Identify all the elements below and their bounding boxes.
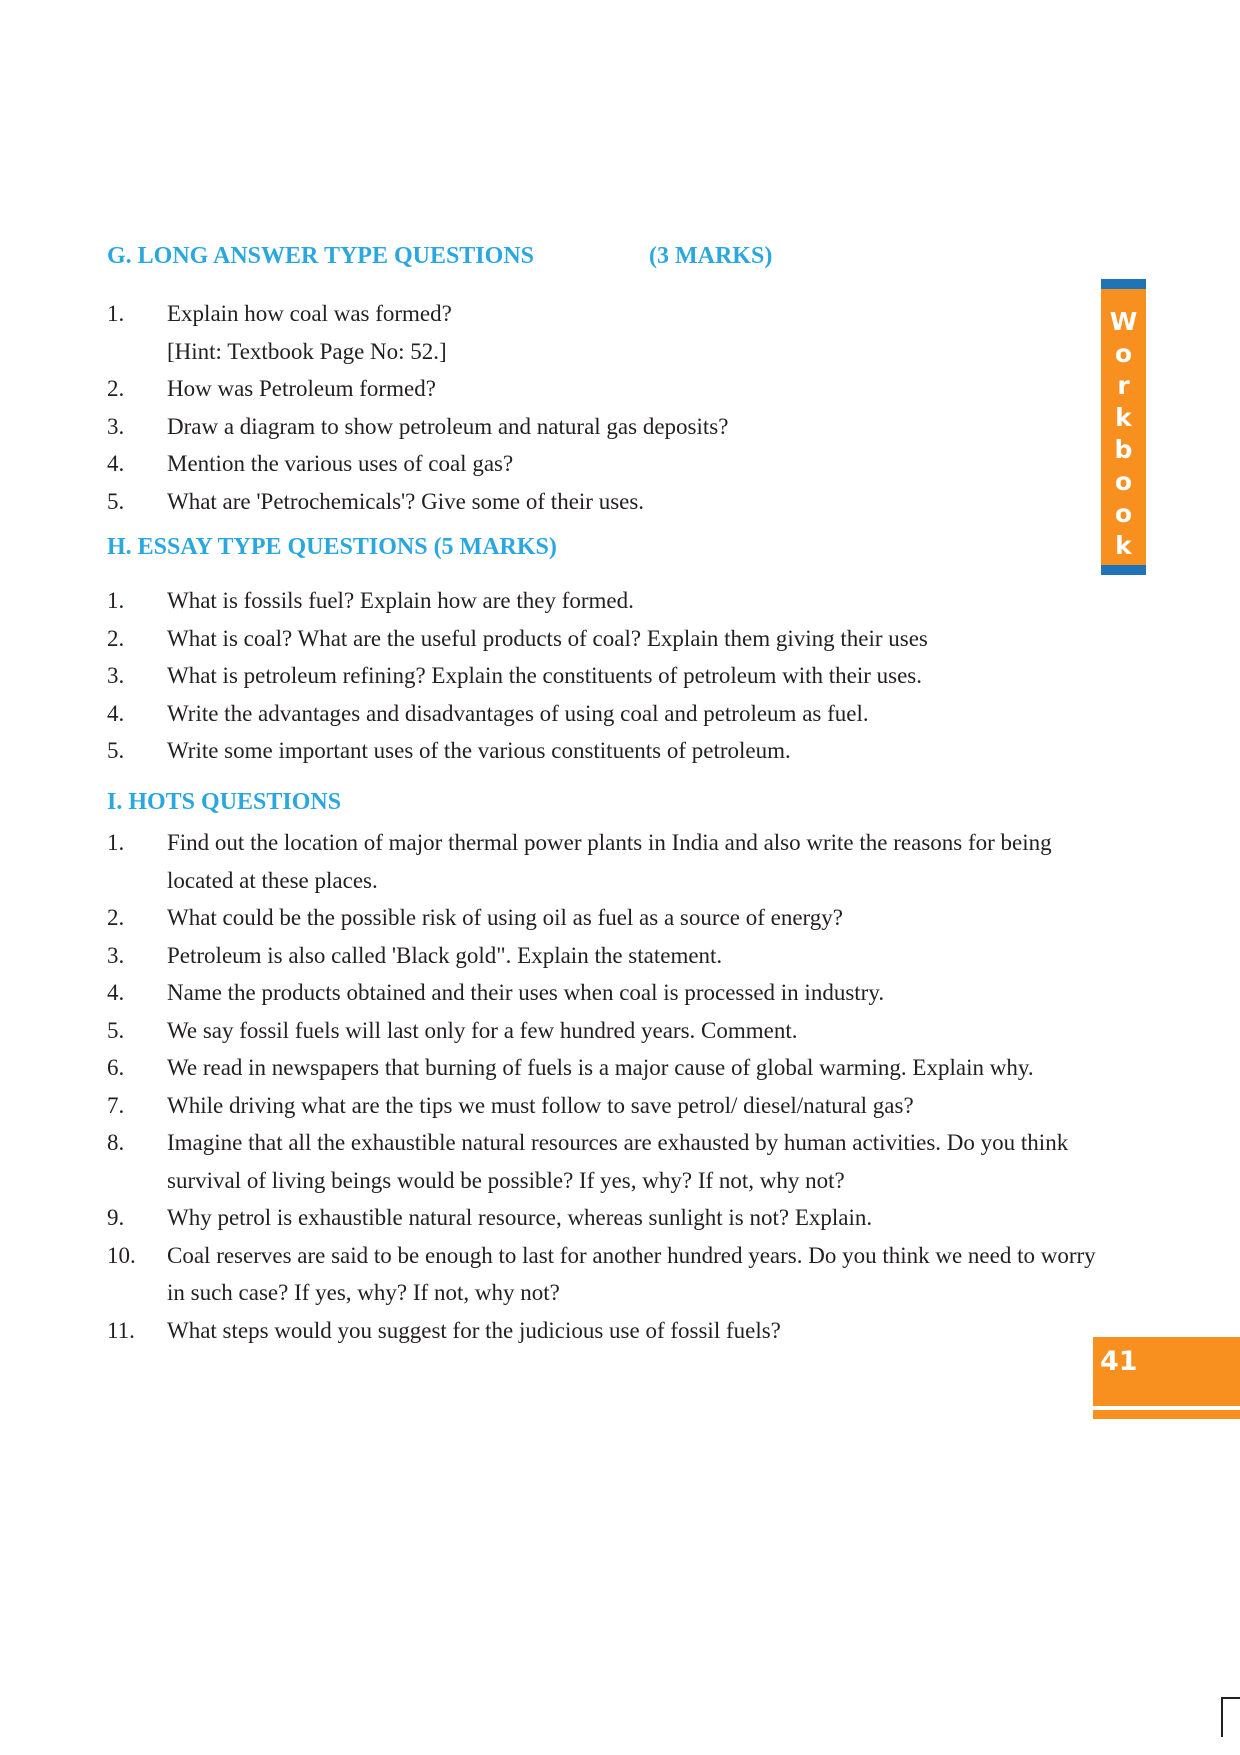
list-item: [107, 695, 1117, 733]
list-item: [107, 483, 1117, 521]
item-text: [Hint: Textbook Page No: 52.]: [167, 338, 447, 364]
section-h-title: H. ESSAY TYPE QUESTIONS (5 MARKS): [107, 534, 557, 560]
item-text: Draw a diagram to show petroleum and natural gas deposits?: [167, 413, 729, 439]
item-number: 4.: [107, 980, 125, 1005]
tab-letter: b: [1114, 435, 1133, 464]
list-item: [107, 1012, 1117, 1050]
item-number: 4.: [107, 451, 125, 476]
item-number: 2.: [107, 905, 125, 930]
item-number: 7.: [107, 1092, 125, 1118]
list-item: [107, 974, 1117, 1012]
item-number: 9.: [107, 1205, 125, 1230]
list-item: [107, 1049, 1117, 1087]
item-text: Petroleum is also called 'Black gold". Explain the statement.: [167, 942, 723, 968]
item-text: What is fossils fuel? Explain how are they formed.: [167, 588, 634, 613]
item-text: Coal reserves are said to be enough to last for another hundred years. Do you think we need to worry in such case? If yes, why? If not, why not?: [167, 1242, 1096, 1305]
item-text: Write some important uses of the various constituents of petroleum.: [167, 738, 791, 763]
item-number: 6.: [107, 1055, 125, 1080]
item-text: We read in newspapers that burning of fuels is a major cause of global warming. Explain why.: [167, 1055, 1034, 1080]
list-item: [107, 620, 1117, 658]
list-item: [107, 1124, 1117, 1199]
tab-letter: k: [1115, 403, 1132, 432]
section-g-heading: [107, 243, 773, 270]
list-item: [107, 824, 1117, 899]
section-i-list: [107, 824, 1117, 1349]
list-item: [107, 408, 1117, 446]
item-text: What steps would you suggest for the judicious use of fossil fuels?: [167, 1317, 781, 1343]
item-text: We say fossil fuels will last only for a few hundred years. Comment.: [167, 1017, 798, 1043]
page-number-rule: [1093, 1410, 1240, 1419]
tab-letter: o: [1114, 499, 1133, 528]
item-text: How was Petroleum formed?: [167, 376, 436, 401]
item-number: 1.: [107, 301, 125, 326]
list-item: [107, 1199, 1117, 1237]
item-number: 3.: [107, 942, 125, 968]
page-number-box: [1093, 1337, 1240, 1406]
list-item: [107, 582, 1117, 620]
workbook-side-tab: [1101, 279, 1146, 575]
list-item: [107, 732, 1117, 770]
item-text: Write the advantages and disadvantages of using coal and petroleum as fuel.: [167, 700, 869, 726]
crop-mark: [1221, 1697, 1223, 1737]
item-text: Mention the various uses of coal gas?: [167, 451, 514, 476]
item-text: What is coal? What are the useful products of coal? Explain them giving their uses: [167, 625, 928, 651]
item-number: 4.: [107, 700, 125, 726]
item-number: 5.: [107, 488, 125, 514]
crop-mark: [1223, 1697, 1240, 1699]
item-text: What could be the possible risk of using oil as fuel as a source of energy?: [167, 905, 843, 930]
list-item: [107, 295, 1117, 333]
item-number: 1.: [107, 830, 125, 855]
tab-letter: o: [1114, 467, 1133, 496]
section-g-list: [107, 295, 1117, 520]
tab-letter: W: [1109, 307, 1138, 336]
section-i-title: I. HOTS QUESTIONS: [107, 789, 342, 815]
item-number: 11.: [107, 1317, 135, 1343]
tab-letter: o: [1114, 339, 1133, 368]
section-h-heading: [107, 534, 557, 561]
section-g-title: G. LONG ANSWER TYPE QUESTIONS: [107, 243, 534, 269]
list-item: [107, 370, 1117, 408]
item-number: 1.: [107, 588, 125, 613]
list-item: [107, 657, 1117, 695]
section-i-heading: [107, 789, 341, 816]
list-item: [107, 1087, 1117, 1125]
item-number: 5.: [107, 738, 125, 763]
item-number: 3.: [107, 413, 125, 439]
section-g-marks: (3 MARKS): [649, 243, 773, 269]
item-text: Name the products obtained and their uses when coal is processed in industry.: [167, 980, 885, 1005]
item-number: 3.: [107, 663, 125, 688]
item-text: Why petrol is exhaustible natural resource, whereas sunlight is not? Explain.: [167, 1205, 873, 1230]
list-item: [107, 937, 1117, 975]
list-item: [107, 1312, 1117, 1350]
item-text: While driving what are the tips we must follow to save petrol/ diesel/natural gas?: [167, 1092, 914, 1118]
item-text: What are 'Petrochemicals'? Give some of their uses.: [167, 488, 645, 514]
item-text: What is petroleum refining? Explain the constituents of petroleum with their uses.: [167, 663, 922, 688]
item-text: Imagine that all the exhaustible natural resources are exhausted by human activities. Do you think survival of living beings would be possible? If yes, why? If not, why not?: [167, 1130, 1069, 1193]
list-item: [107, 1237, 1117, 1312]
item-number: 2.: [107, 376, 125, 401]
item-text: Explain how coal was formed?: [167, 301, 452, 326]
list-item: [107, 899, 1117, 937]
item-number: 5.: [107, 1017, 125, 1043]
item-text: Find out the location of major thermal power plants in India and also write the reasons for being located at these places.: [167, 830, 1052, 893]
item-number: 8.: [107, 1130, 125, 1155]
section-h-list: [107, 582, 1117, 770]
tab-letter: k: [1115, 531, 1132, 560]
list-item-hint: [107, 333, 1117, 371]
item-number: 2.: [107, 625, 125, 651]
tab-letter: r: [1117, 371, 1130, 400]
page-number: 41: [1100, 1346, 1138, 1377]
item-number: 10.: [107, 1242, 136, 1268]
list-item: [107, 445, 1117, 483]
